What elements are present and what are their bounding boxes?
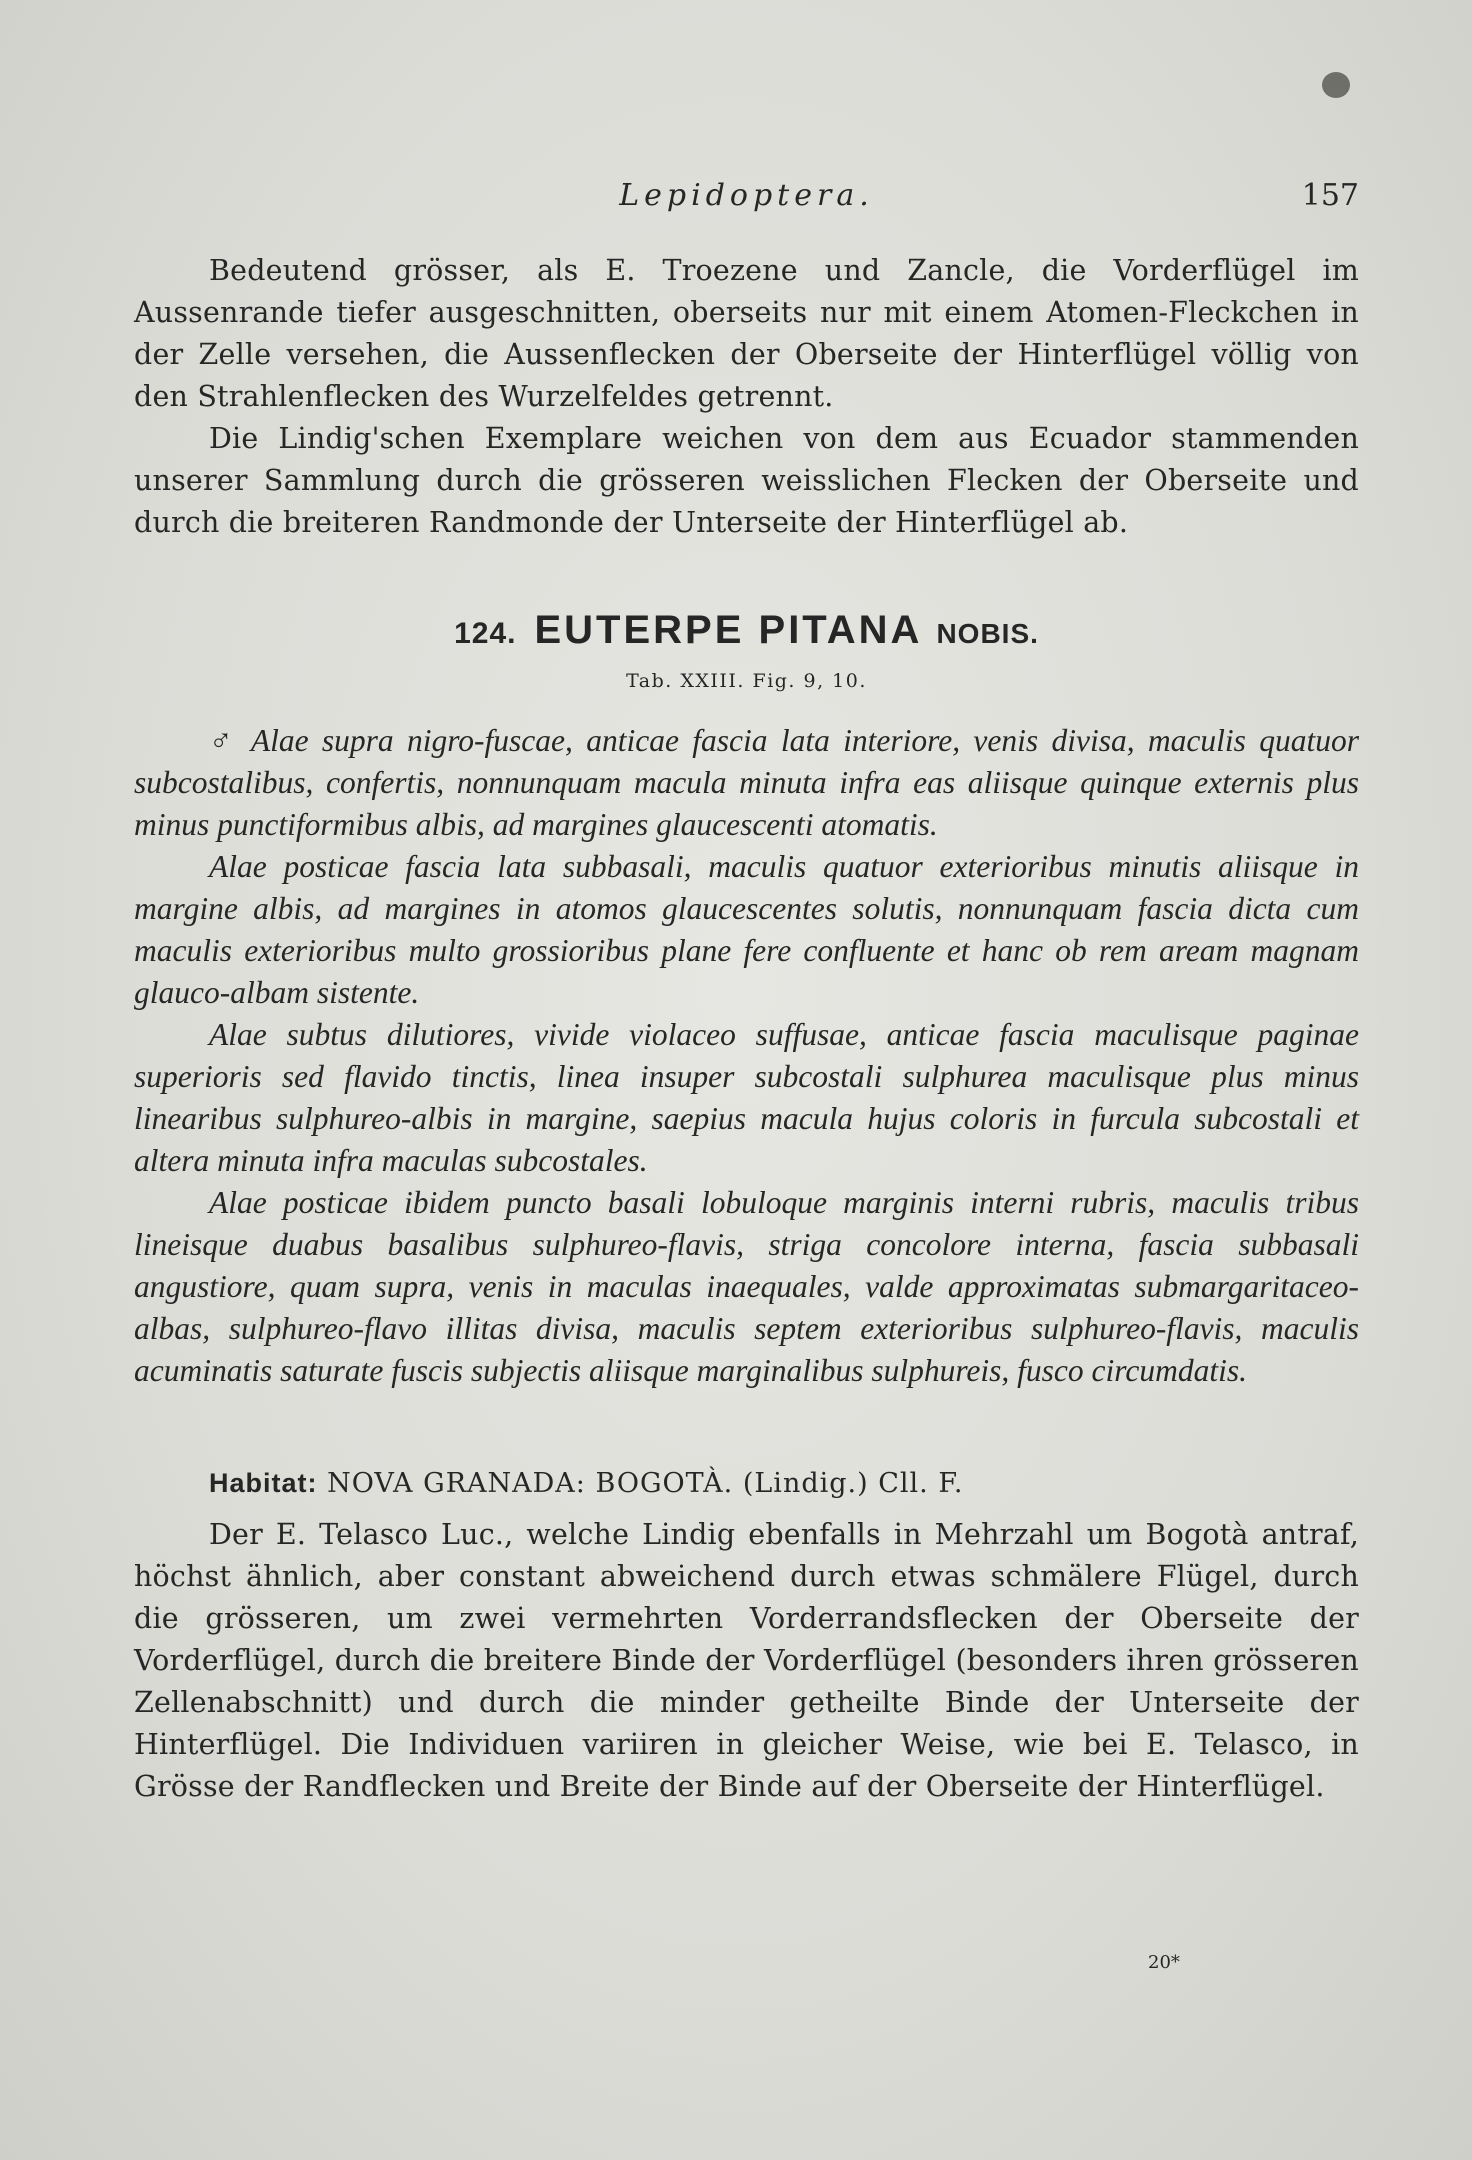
habitat-locality: NOVA GRANADA: BOGOTÀ. (Lindig.) Cll. F. [327,1468,964,1499]
signature-mark: 20* [1148,1952,1180,1973]
intro-paragraph: Die Lindig'schen Exemplare weichen von dem aus Ecuador stammenden unserer Sammlung durch die grösseren weisslichen Flecken der Oberseite und durch die breiteren Randmonde der Unterseite der Hinterflügel ab. [134,422,1359,539]
page-number: 157 [1301,178,1359,213]
species-heading [134,608,1359,653]
latin-description [134,720,1359,1392]
latin-paragraph: Alae posticae fascia lata subbasali, maculis quatuor exterioribus minutis aliisque in margine albis, ad margines in atomos glaucescentes solutis, nonnunquam fascia dicta cum maculis exterioribus multo grossioribus plane fere confluente et hanc ob rem aream magnam glauco-albam sistente. [134,849,1359,1010]
latin-paragraph: Alae posticae ibidem puncto basali lobuloque marginis interni rubris, maculis tribus lineisque duabus basalibus sulphureo-flavis, striga concolore interna, fascia subbasali angustiore, quam supra, venis in maculas inaequales, valde approximatas submargaritaceo-albas, sulphureo-flavo illitas divisa, maculis septem exterioribus sulphureo-flavis, maculis acuminatis saturate fuscis subjectis aliisque marginalibus sulphureis, fusco circumdatis. [134,1185,1359,1388]
species-number: 124. [454,617,517,650]
intro-text [134,250,1359,544]
habitat-line [134,1462,1359,1505]
latin-paragraph: ♂ Alae supra nigro-fuscae, anticae fascia lata interiore, venis divisa, maculis quatuor subcostalibus, confertis, nonnunquam macula minuta infra eas aliisque quinque externis plus minus punctiformibus albis, ad margines glaucescenti atomatis. [134,723,1359,842]
discussion-text [134,1514,1359,1808]
latin-paragraph: Alae subtus dilutiores, vivide violaceo suffusae, anticae fascia maculisque paginae superioris sed flavido tinctis, linea insuper subcostali sulphurea maculisque plus minus linearibus sulphureo-albis in margine, saepius macula hujus coloris in furcula subcostali et altera minuta infra maculas subcostales. [134,1017,1359,1178]
habitat-label: Habitat: [209,1468,318,1498]
intro-paragraph: Bedeutend grösser, als E. Troezene und Zancle, die Vorderflügel im Aussenrande tiefer ausgeschnitten, oberseits nur mit einem Atomen-Fleckchen in der Zelle versehen, die Aussenflecken der Oberseite der Hinterflügel völlig von den Strahlenflecken des Wurzelfeldes getrennt. [134,254,1359,413]
running-title: Lepidoptera. [619,178,874,213]
plate-reference: Tab. XXIII. Fig. 9, 10. [626,670,867,692]
ink-blot [1322,72,1350,98]
discussion-paragraph: Der E. Telasco Luc., welche Lindig ebenfalls in Mehrzahl um Bogotà antraf, höchst ähnlich, aber constant abweichend durch etwas schmälere Flügel, durch die grösseren, um zwei vermehrten Vorderrandsflecken der Oberseite der Vorderflügel, durch die breitere Binde der Vorderflügel (besonders ihren grösseren Zellenabschnitt) und durch die minder getheilte Binde der Unterseite der Hinterflügel. Die Individuen variiren in gleicher Weise, wie bei E. Telasco, in Grösse der Randflecken und Breite der Binde auf der Oberseite der Hinterflügel. [134,1518,1359,1803]
species-name: EUTERPE PITANA [534,608,923,652]
species-author: NOBIS. [936,618,1039,649]
running-header [134,178,1359,224]
